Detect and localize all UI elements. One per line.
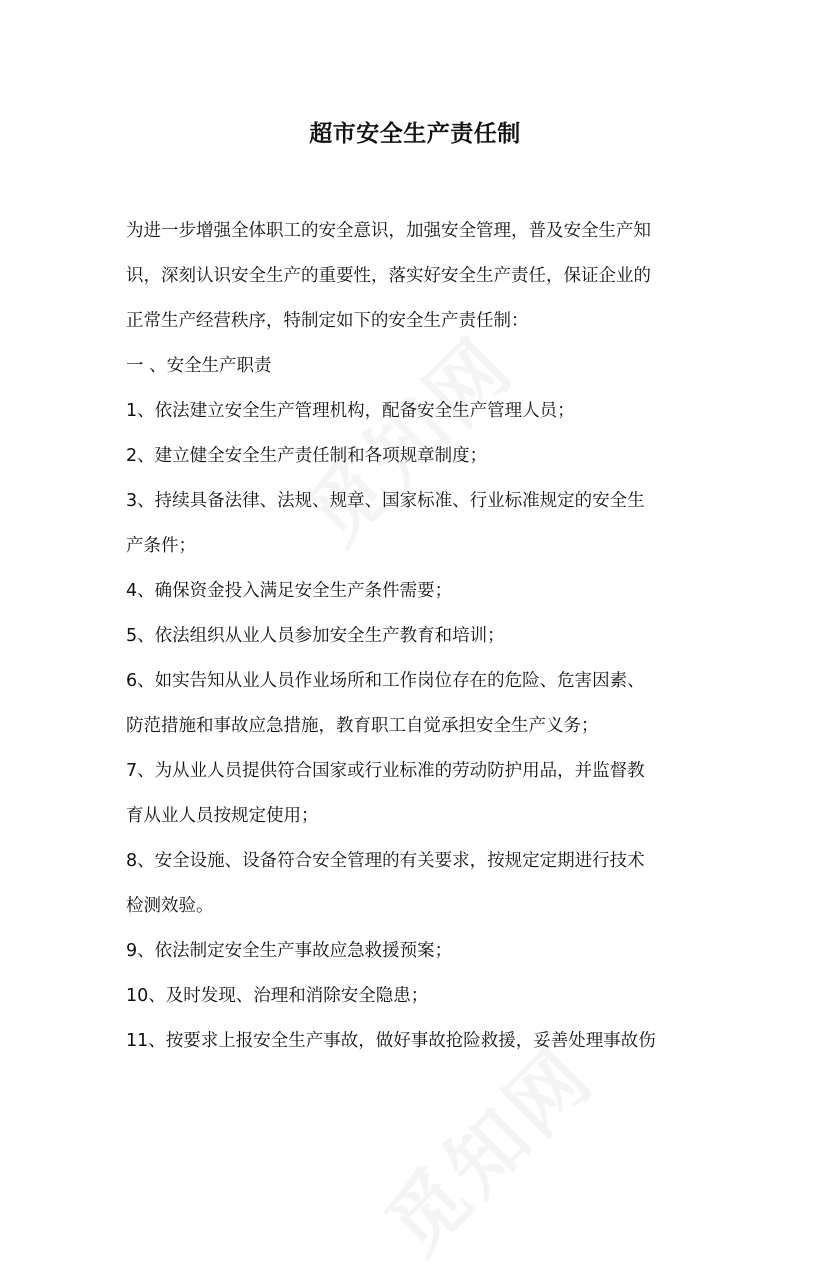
body-line: 正常生产经营秩序，特制定如下的安全生产责任制：	[126, 311, 529, 331]
section-heading: 一 、安全生产职责	[126, 356, 272, 376]
body-line: 为进一步增强全体职工的安全意识，加强安全管理，普及安全生产知	[126, 221, 651, 241]
list-item: 9、依法制定安全生产事故应急救援预案；	[126, 941, 453, 961]
body-line: 识，深刻认识安全生产的重要性，落实好安全生产责任，保证企业的	[126, 266, 651, 286]
list-item-continuation: 育从业人员按规定使用；	[126, 806, 319, 826]
list-item-continuation: 产条件；	[126, 536, 196, 556]
list-item: 6、如实告知从业人员作业场所和工作岗位存在的危险、危害因素、	[126, 671, 645, 691]
list-item: 5、依法组织从业人员参加安全生产教育和培训；	[126, 626, 505, 646]
document-title: 超市安全生产责任制	[309, 121, 521, 147]
list-item: 11、按要求上报安全生产事故，做好事故抢险救援，妥善处理事故伤	[126, 1031, 656, 1051]
list-item-continuation: 防范措施和事故应急措施，教育职工自觉承担安全生产义务；	[126, 716, 599, 736]
list-item: 7、为从业人员提供符合国家或行业标准的劳动防护用品，并监督教	[126, 761, 645, 781]
list-item: 2、建立健全安全生产责任制和各项规章制度；	[126, 446, 488, 466]
document-body	[126, 209, 711, 1064]
list-item: 4、确保资金投入满足安全生产条件需要；	[126, 581, 453, 601]
list-item: 10、及时发现、治理和消除安全隐患；	[126, 986, 429, 1006]
list-item: 8、安全设施、设备符合安全管理的有关要求，按规定定期进行技术	[126, 851, 645, 871]
list-item: 1、依法建立安全生产管理机构，配备安全生产管理人员；	[126, 401, 575, 421]
list-item: 3、持续具备法律、法规、规章、国家标准、行业标准规定的安全生	[126, 491, 645, 511]
list-item-continuation: 检测效验。	[126, 896, 214, 916]
